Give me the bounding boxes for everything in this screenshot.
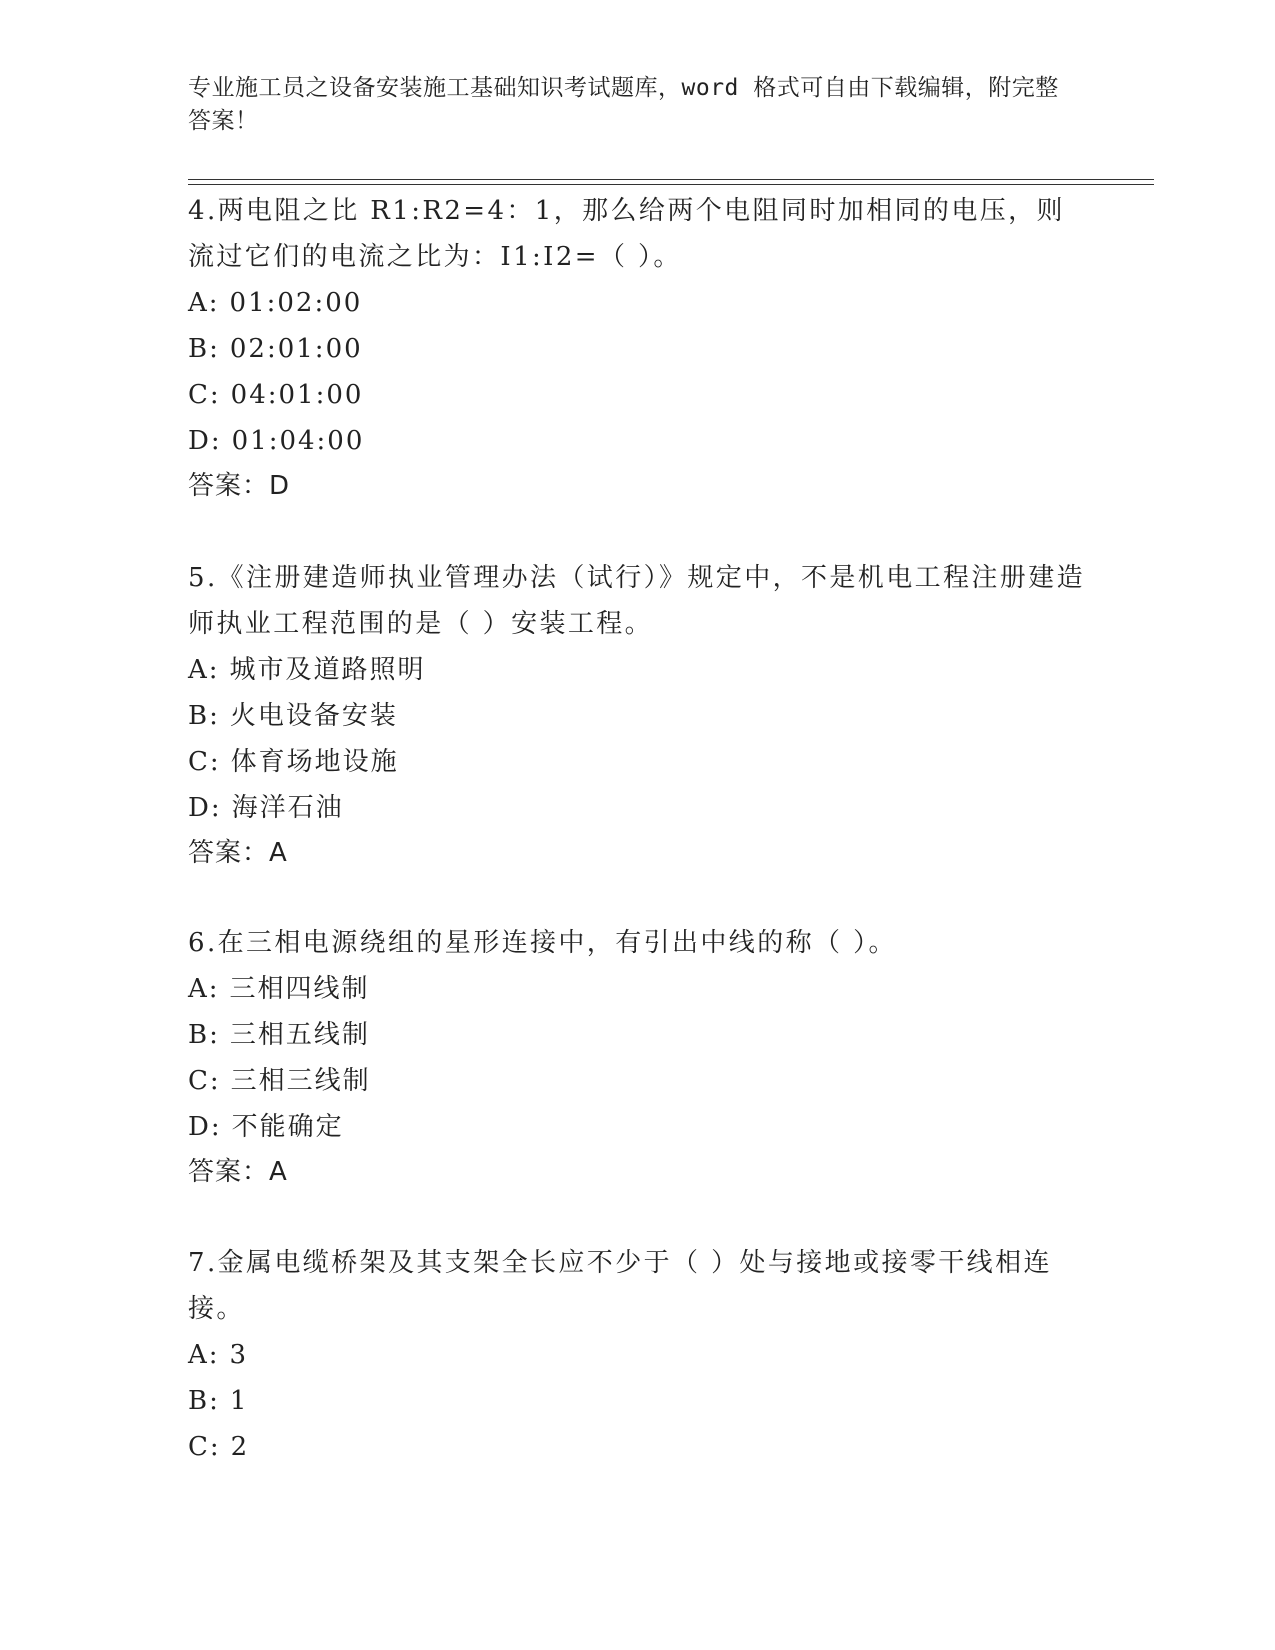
option-c: [188, 739, 1088, 785]
option-key: D:: [188, 1112, 222, 1142]
question-6: [188, 920, 1088, 1194]
option-value: 三相四线制: [229, 974, 370, 1004]
option-c: [188, 1058, 1088, 1104]
option-key: A:: [188, 1340, 220, 1370]
question-7: [188, 1240, 1088, 1470]
option-a: [188, 1332, 1088, 1378]
option-value: 02:01:00: [229, 334, 363, 364]
option-key: C:: [188, 1432, 221, 1462]
question-stem: 6.在三相电源绕组的星形连接中，有引出中线的称（ ）。: [188, 928, 897, 958]
option-b: [188, 1012, 1088, 1058]
option-value: 火电设备安装: [229, 701, 398, 731]
option-value: 三相五线制: [229, 1020, 370, 1050]
option-value: 城市及道路照明: [229, 655, 426, 685]
question-5: [188, 555, 1088, 875]
option-value: 1: [229, 1386, 249, 1416]
option-b: [188, 1378, 1088, 1424]
option-key: D:: [188, 793, 222, 823]
option-value: 2: [230, 1432, 250, 1462]
option-key: C:: [188, 380, 221, 410]
question-stem: 7.金属电缆桥架及其支架全长应不少于（ ）处与接地或接零干线相连接。: [188, 1248, 1052, 1324]
option-a: [188, 647, 1088, 693]
option-value: 01:02:00: [229, 288, 363, 318]
option-key: B:: [188, 1020, 220, 1050]
option-key: B:: [188, 334, 220, 364]
option-key: C:: [188, 747, 221, 777]
option-value: 三相三线制: [230, 1066, 371, 1096]
option-b: [188, 693, 1088, 739]
option-d: [188, 418, 1088, 464]
option-value: 01:04:00: [231, 426, 365, 456]
answer-text: 答案：D: [188, 471, 291, 501]
option-d: [188, 785, 1088, 831]
option-value: 海洋石油: [231, 793, 344, 823]
option-value: 体育场地设施: [230, 747, 399, 777]
answer-text: 答案：A: [188, 1157, 288, 1187]
question-4: [188, 188, 1088, 508]
option-c: [188, 1424, 1088, 1470]
answer-text: 答案：A: [188, 838, 288, 868]
option-key: A:: [188, 288, 220, 318]
option-a: [188, 966, 1088, 1012]
option-key: B:: [188, 701, 220, 731]
option-b: [188, 326, 1088, 372]
header-divider-bottom: [188, 184, 1154, 185]
option-key: A:: [188, 655, 220, 685]
option-a: [188, 280, 1088, 326]
option-key: B:: [188, 1386, 220, 1416]
header-divider-top: [188, 179, 1154, 180]
question-stem: 5.《注册建造师执业管理办法（试行）》规定中，不是机电工程注册建造师执业工程范围的是（ ）安装工程。: [188, 563, 1086, 639]
option-d: [188, 1104, 1088, 1150]
document-header: 专业施工员之设备安装施工基础知识考试题库，word 格式可自由下载编辑，附完整答案！: [188, 75, 1059, 134]
option-value: 不能确定: [231, 1112, 344, 1142]
option-value: 04:01:00: [230, 380, 364, 410]
option-key: C:: [188, 1066, 221, 1096]
option-key: D:: [188, 426, 222, 456]
option-c: [188, 372, 1088, 418]
question-stem: 4.两电阻之比 R1:R2=4：1，那么给两个电阻同时加相同的电压，则流过它们的电流之比为：I1:I2=（ ）。: [188, 196, 1065, 272]
option-value: 3: [229, 1340, 249, 1370]
option-key: A:: [188, 974, 220, 1004]
